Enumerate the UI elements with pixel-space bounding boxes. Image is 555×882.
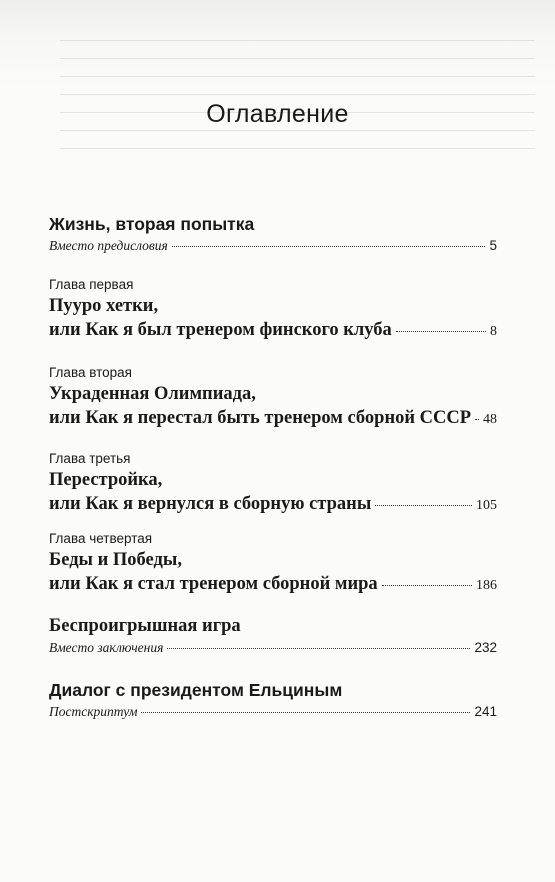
entry-heading-continuation: или Как я перестал быть тренером сборной СССР: [49, 408, 472, 428]
chapter-label: Глава первая: [49, 277, 134, 292]
entry-heading: Перестройка,: [49, 470, 163, 490]
page-number: 8: [490, 324, 497, 339]
entry-subtitle: Вместо предисловия: [49, 238, 168, 253]
entry-subtitle-line: [49, 638, 497, 658]
toc-entry: [49, 212, 497, 256]
entry-heading: Украденная Олимпиада,: [49, 384, 256, 404]
entry-heading-line: [49, 318, 497, 344]
entry-heading: Беды и Победы,: [49, 550, 182, 570]
page-number: 48: [483, 412, 497, 427]
entry-heading-line: [49, 406, 497, 432]
dot-leader: [167, 648, 470, 649]
entry-heading: Диалог с президентом Ельциным: [49, 680, 343, 700]
entry-heading-continuation: или Как я был тренером финского клуба: [49, 320, 392, 340]
page-number: 232: [474, 640, 497, 655]
entry-subtitle: Вместо заключения: [49, 640, 164, 655]
chapter-label: Глава третья: [49, 451, 131, 466]
toc-entry: [49, 276, 497, 344]
bleed-through-texture: [60, 30, 535, 150]
dot-leader: [396, 331, 486, 332]
toc-entry: [49, 530, 497, 598]
dot-leader: [172, 246, 486, 247]
page-number: 5: [489, 238, 497, 253]
entry-subtitle: Постскриптум: [49, 704, 138, 719]
chapter-label: Глава вторая: [49, 365, 132, 380]
toc-entry: [49, 450, 497, 518]
page-number: 186: [476, 578, 497, 593]
entry-heading: Пууро хетки,: [49, 296, 159, 316]
entry-heading-continuation: или Как я стал тренером сборной мира: [49, 574, 378, 594]
dot-leader: [475, 419, 479, 420]
dot-leader: [141, 712, 470, 713]
dot-leader: [382, 585, 472, 586]
entry-subtitle-line: [49, 702, 497, 722]
entry-heading-line: [49, 492, 497, 518]
dot-leader: [375, 505, 472, 506]
toc-entry: [49, 678, 497, 722]
entry-heading-continuation: или Как я вернулся в сборную страны: [49, 494, 372, 514]
chapter-label: Глава четвертая: [49, 531, 153, 546]
toc-entry: [49, 614, 497, 658]
entry-heading: Беспроигрышная игра: [49, 616, 241, 636]
entry-subtitle-line: [49, 236, 497, 256]
toc-entry: [49, 364, 497, 432]
entry-heading: Жизнь, вторая попытка: [49, 214, 255, 234]
entry-heading-line: [49, 572, 497, 598]
page-number: 105: [476, 498, 497, 513]
toc-title: Оглавление: [206, 100, 349, 128]
page-number: 241: [474, 704, 497, 719]
